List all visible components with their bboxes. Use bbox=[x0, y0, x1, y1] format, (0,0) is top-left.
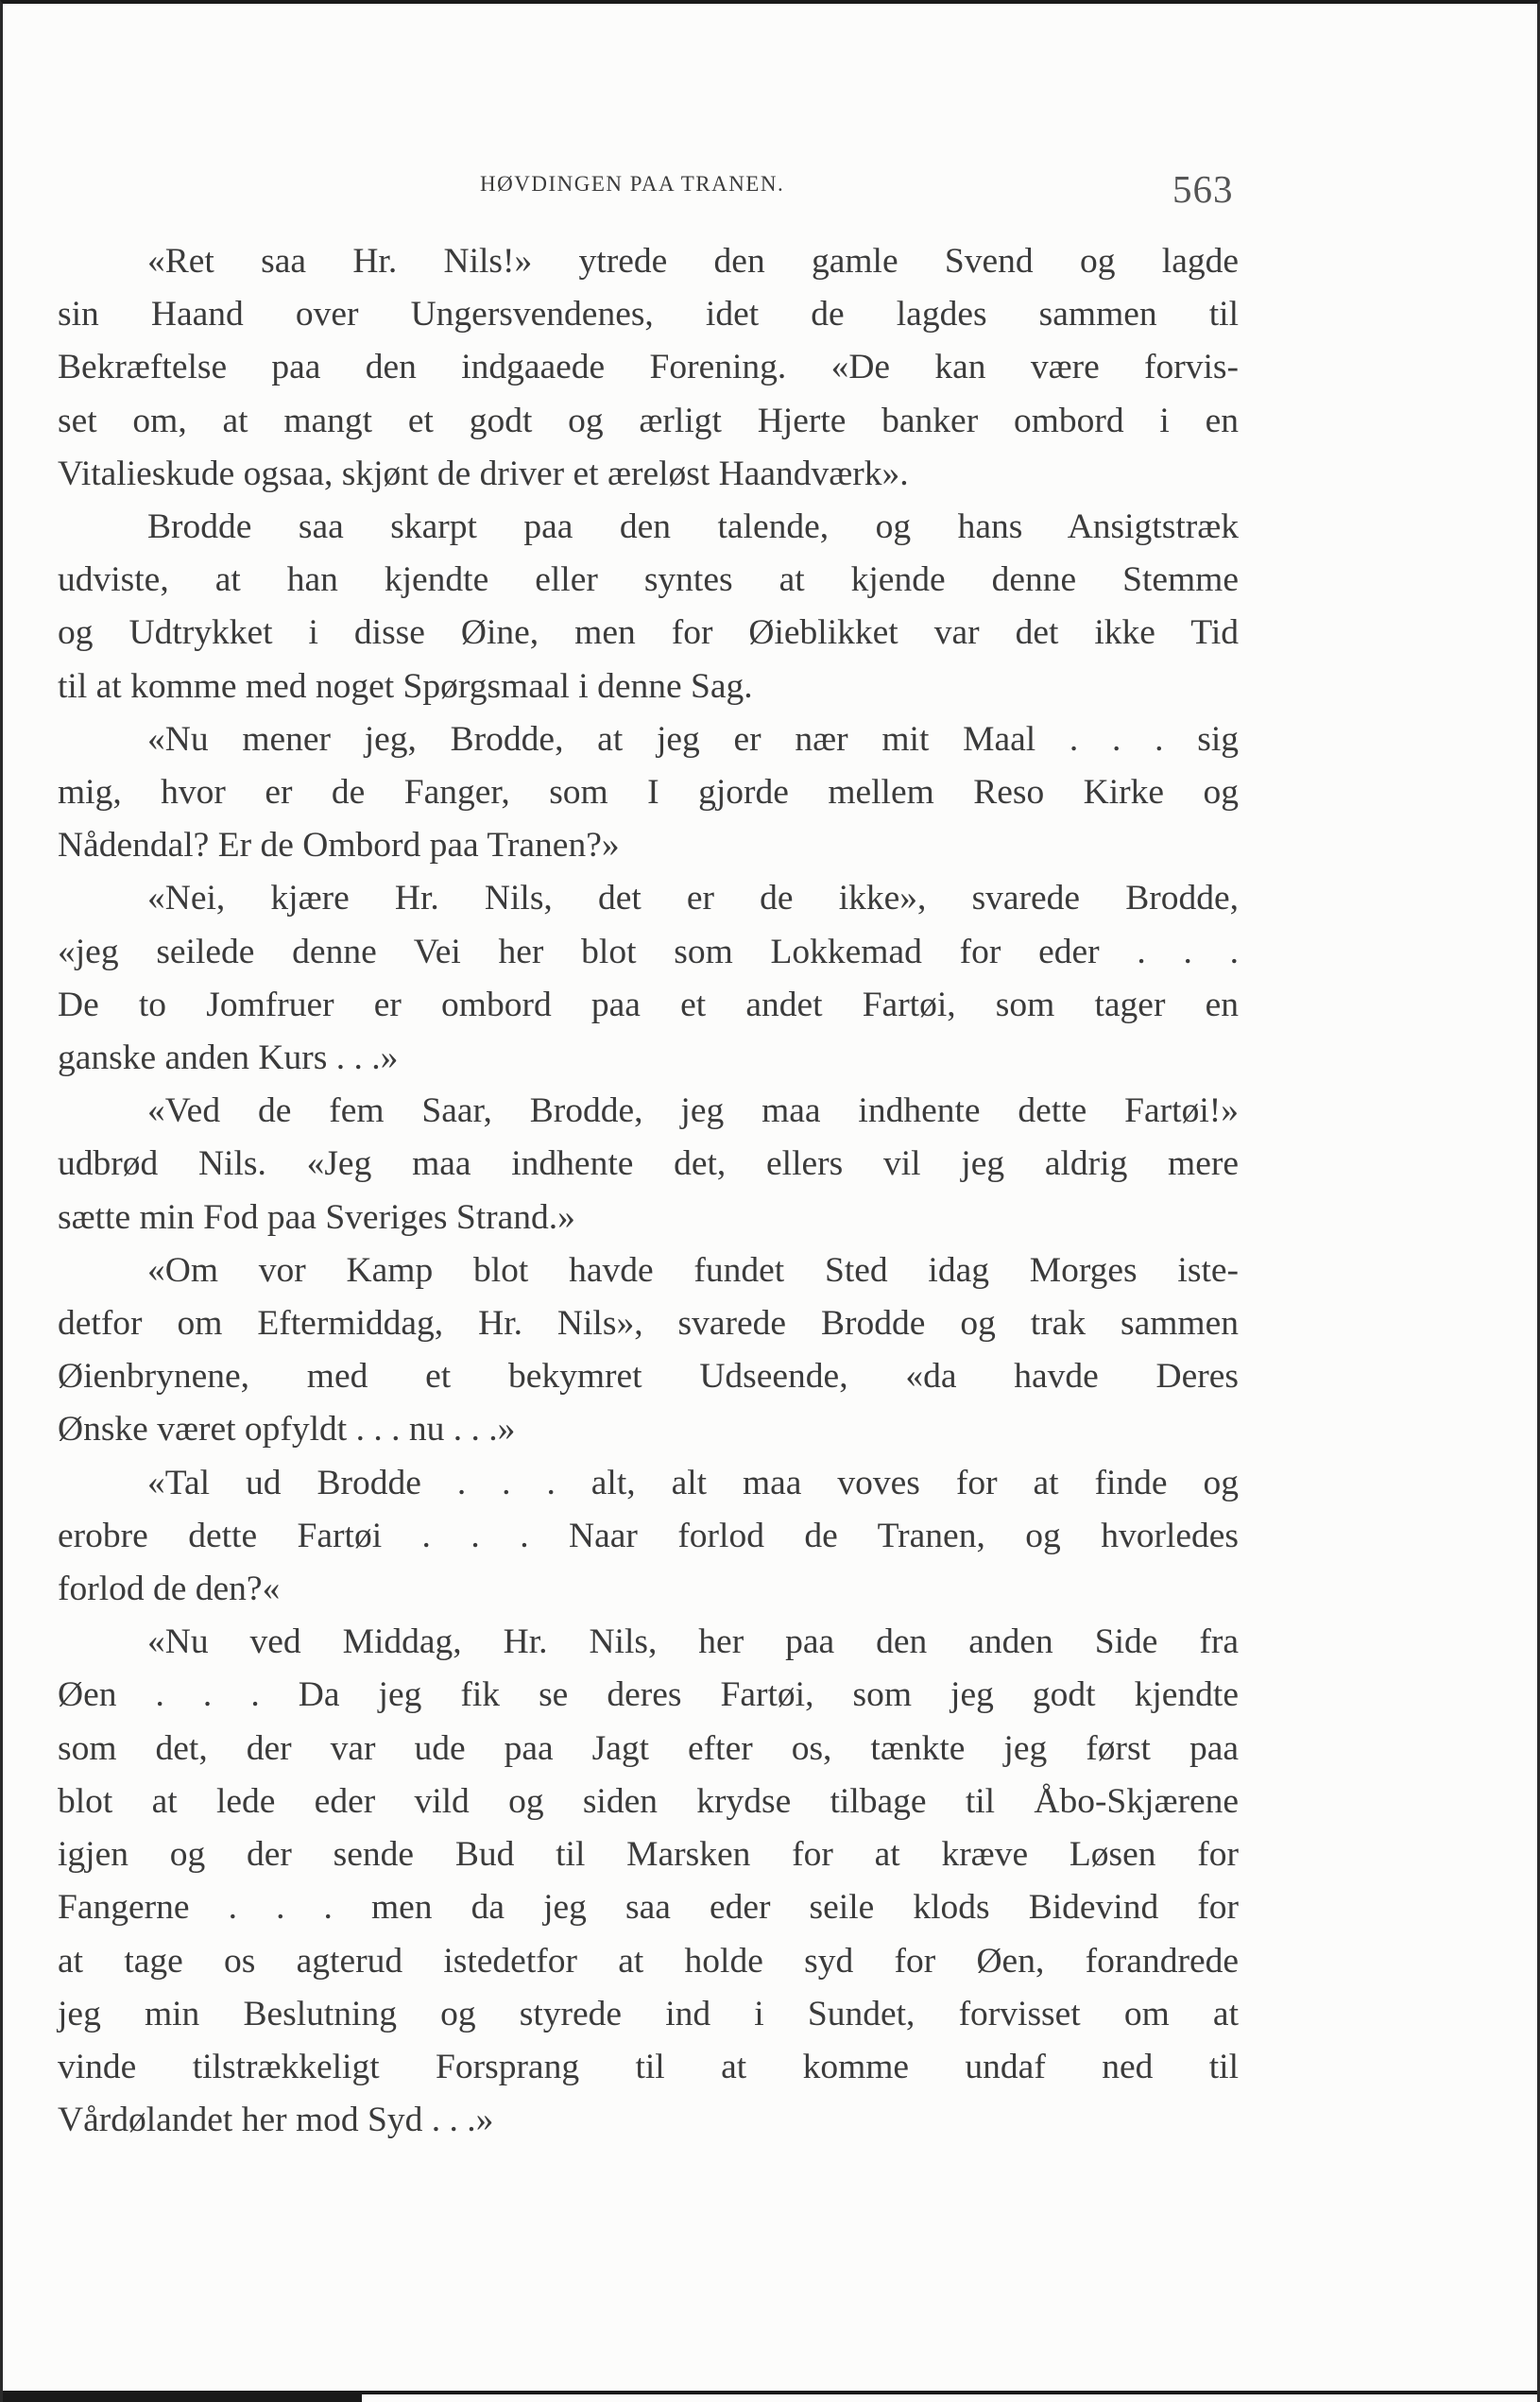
running-head bbox=[3, 166, 1540, 211]
text-line: som det, der var ude paa Jagt efter os, tænkte jeg først paa bbox=[58, 1728, 1239, 1768]
text-line: Ønske været opfyldt . . . nu . . .» bbox=[58, 1410, 516, 1450]
text-line: igjen og der sende Bud til Marsken for at kræve Løsen for bbox=[58, 1835, 1239, 1875]
text-line: Øen . . . Da jeg fik se deres Fartøi, som jeg godt kjendte bbox=[58, 1675, 1239, 1715]
page-bottom-gap bbox=[362, 2394, 1540, 2402]
text-line: jeg min Beslutning og styrede ind i Sundet, forvisset om at bbox=[58, 1994, 1239, 2033]
text-line: forlod de den?« bbox=[58, 1570, 281, 1609]
text-line: udbrød Nils. «Jeg maa indhente det, ellers vil jeg aldrig mere bbox=[58, 1144, 1239, 1184]
text-line: «Nu mener jeg, Brodde, at jeg er nær mit Maal . . . sig bbox=[147, 719, 1239, 759]
page-number: 563 bbox=[1172, 167, 1234, 211]
text-line: Øienbrynene, med et bekymret Udseende, «da havde Deres bbox=[58, 1357, 1239, 1397]
text-line: ganske anden Kurs . . .» bbox=[58, 1038, 399, 1078]
text-line: sætte min Fod paa Sveriges Strand.» bbox=[58, 1197, 575, 1237]
text-line: «Ved de fem Saar, Brodde, jeg maa indhente dette Fartøi!» bbox=[147, 1091, 1239, 1131]
text-line: «Ret saa Hr. Nils!» ytrede den gamle Svend og lagde bbox=[147, 242, 1239, 281]
text-line: Brodde saa skarpt paa den talende, og hans Ansigtstræk bbox=[147, 507, 1239, 547]
text-line: vinde tilstrækkeligt Forsprang til at komme undaf ned til bbox=[58, 2047, 1239, 2086]
text-line: set om, at mangt et godt og ærligt Hjerte banker ombord i en bbox=[58, 401, 1239, 440]
text-line: «Tal ud Brodde . . . alt, alt maa voves for at finde og bbox=[147, 1463, 1239, 1502]
text-line: detfor om Eftermiddag, Hr. Nils», svarede Brodde og trak sammen bbox=[58, 1304, 1239, 1344]
text-line: De to Jomfruer er ombord paa et andet Fartøi, som tager en bbox=[58, 985, 1239, 1024]
text-line: og Udtrykket i disse Øine, men for Øieblikket var det ikke Tid bbox=[58, 613, 1239, 653]
text-line: Vitalieskude ogsaa, skjønt de driver et æreløst Haandværk». bbox=[58, 454, 909, 493]
body-text bbox=[58, 235, 1239, 2147]
text-line: mig, hvor er de Fanger, som I gjorde mellem Reso Kirke og bbox=[58, 773, 1239, 813]
text-line: «Om vor Kamp blot havde fundet Sted idag Morges iste- bbox=[147, 1250, 1239, 1290]
text-line: Fangerne . . . men da jeg saa eder seile klods Bidevind for bbox=[58, 1888, 1239, 1928]
text-line: Vårdølandet her mod Syd . . .» bbox=[58, 2101, 494, 2140]
text-line: til at komme med noget Spørgsmaal i denne Sag. bbox=[58, 666, 753, 706]
text-line: erobre dette Fartøi . . . Naar forlod de Tranen, og hvorledes bbox=[58, 1516, 1239, 1555]
text-line: «jeg seilede denne Vei her blot som Lokkemad for eder . . . bbox=[58, 932, 1239, 971]
text-line: «Nu ved Middag, Hr. Nils, her paa den anden Side fra bbox=[147, 1622, 1239, 1662]
text-line: Bekræftelse paa den indgaaede Forening. «De kan være forvis- bbox=[58, 348, 1239, 387]
text-line: blot at lede eder vild og siden krydse tilbage til Åbo-Skjærene bbox=[58, 1781, 1239, 1821]
text-line: Nådendal? Er de Ombord paa Tranen?» bbox=[58, 826, 620, 866]
text-line: at tage os agterud istedetfor at holde syd for Øen, forandrede bbox=[58, 1941, 1239, 1981]
text-line: «Nei, kjære Hr. Nils, det er de ikke», svarede Brodde, bbox=[147, 879, 1239, 918]
text-line: udviste, at han kjendte eller syntes at kjende denne Stemme bbox=[58, 560, 1239, 600]
running-title: HØVDINGEN PAA TRANEN. bbox=[480, 172, 785, 196]
text-line: sin Haand over Ungersvendenes, idet de lagdes sammen til bbox=[58, 295, 1239, 335]
